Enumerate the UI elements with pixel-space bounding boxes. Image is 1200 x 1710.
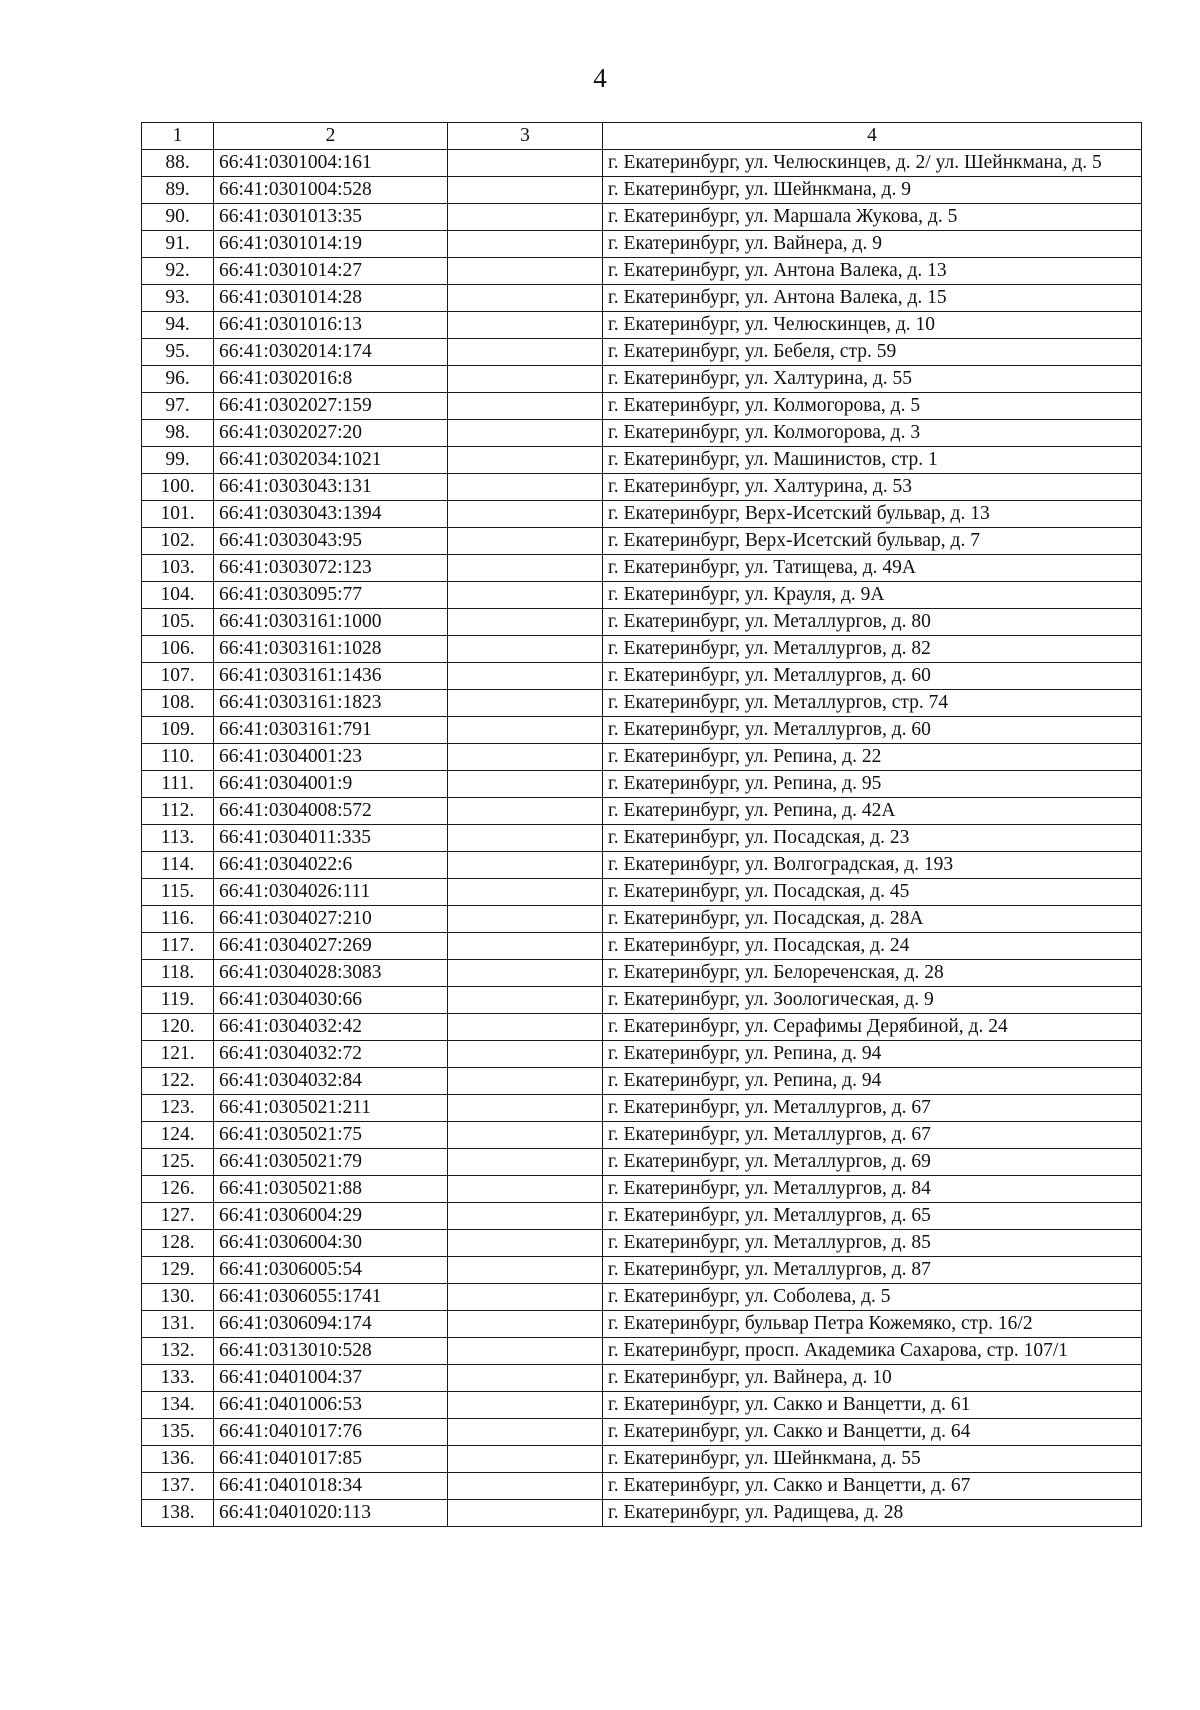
address-cell: г. Екатеринбург, ул. Серафимы Дерябиной, д. 24 — [603, 1014, 1142, 1041]
cadastral-number-cell: 66:41:0401018:34 — [214, 1473, 448, 1500]
address-cell: г. Екатеринбург, ул. Металлургов, д. 80 — [603, 609, 1142, 636]
column-3-cell — [448, 987, 603, 1014]
cadastral-number-cell: 66:41:0303043:95 — [214, 528, 448, 555]
table-row — [142, 582, 1142, 609]
column-3-cell — [448, 204, 603, 231]
address-cell: г. Екатеринбург, ул. Металлургов, д. 82 — [603, 636, 1142, 663]
header-col-1: 1 — [142, 123, 214, 150]
table-row — [142, 1149, 1142, 1176]
cadastral-number-cell: 66:41:0304032:84 — [214, 1068, 448, 1095]
row-number-cell: 96. — [142, 366, 214, 393]
row-number-cell: 134. — [142, 1392, 214, 1419]
row-number-cell: 137. — [142, 1473, 214, 1500]
table-row — [142, 825, 1142, 852]
row-number-cell: 138. — [142, 1500, 214, 1527]
register-table — [141, 122, 1142, 1527]
address-cell: г. Екатеринбург, ул. Металлургов, д. 87 — [603, 1257, 1142, 1284]
table-row — [142, 150, 1142, 177]
column-3-cell — [448, 717, 603, 744]
address-cell: г. Екатеринбург, ул. Зоологическая, д. 9 — [603, 987, 1142, 1014]
row-number-cell: 118. — [142, 960, 214, 987]
cadastral-number-cell: 66:41:0306094:174 — [214, 1311, 448, 1338]
row-number-cell: 98. — [142, 420, 214, 447]
row-number-cell: 88. — [142, 150, 214, 177]
column-3-cell — [448, 1068, 603, 1095]
row-number-cell: 133. — [142, 1365, 214, 1392]
row-number-cell: 109. — [142, 717, 214, 744]
cadastral-number-cell: 66:41:0313010:528 — [214, 1338, 448, 1365]
cadastral-number-cell: 66:41:0301014:19 — [214, 231, 448, 258]
table-row — [142, 501, 1142, 528]
row-number-cell: 112. — [142, 798, 214, 825]
address-cell: г. Екатеринбург, ул. Халтурина, д. 55 — [603, 366, 1142, 393]
row-number-cell: 128. — [142, 1230, 214, 1257]
header-row — [142, 123, 1142, 150]
address-cell: г. Екатеринбург, ул. Металлургов, д. 67 — [603, 1095, 1142, 1122]
column-3-cell — [448, 420, 603, 447]
address-cell: г. Екатеринбург, ул. Машинистов, стр. 1 — [603, 447, 1142, 474]
table-row — [142, 420, 1142, 447]
table-row — [142, 933, 1142, 960]
cadastral-number-cell: 66:41:0303043:1394 — [214, 501, 448, 528]
row-number-cell: 125. — [142, 1149, 214, 1176]
address-cell: г. Екатеринбург, ул. Репина, д. 95 — [603, 771, 1142, 798]
cadastral-number-cell: 66:41:0302016:8 — [214, 366, 448, 393]
cadastral-number-cell: 66:41:0304028:3083 — [214, 960, 448, 987]
address-cell: г. Екатеринбург, ул. Шейнкмана, д. 55 — [603, 1446, 1142, 1473]
address-cell: г. Екатеринбург, ул. Металлургов, д. 67 — [603, 1122, 1142, 1149]
table-row — [142, 447, 1142, 474]
cadastral-number-cell: 66:41:0306004:29 — [214, 1203, 448, 1230]
row-number-cell: 114. — [142, 852, 214, 879]
cadastral-number-cell: 66:41:0401017:85 — [214, 1446, 448, 1473]
row-number-cell: 99. — [142, 447, 214, 474]
column-3-cell — [448, 474, 603, 501]
table-row — [142, 960, 1142, 987]
table-row — [142, 1500, 1142, 1527]
column-3-cell — [448, 339, 603, 366]
table-row — [142, 987, 1142, 1014]
column-3-cell — [448, 1446, 603, 1473]
table-row — [142, 312, 1142, 339]
address-cell: г. Екатеринбург, ул. Посадская, д. 28А — [603, 906, 1142, 933]
address-cell: г. Екатеринбург, ул. Металлургов, д. 85 — [603, 1230, 1142, 1257]
column-3-cell — [448, 231, 603, 258]
cadastral-number-cell: 66:41:0305021:75 — [214, 1122, 448, 1149]
row-number-cell: 103. — [142, 555, 214, 582]
address-cell: г. Екатеринбург, ул. Металлургов, д. 60 — [603, 663, 1142, 690]
table-row — [142, 663, 1142, 690]
column-3-cell — [448, 852, 603, 879]
cadastral-number-cell: 66:41:0401017:76 — [214, 1419, 448, 1446]
address-cell: г. Екатеринбург, ул. Металлургов, д. 60 — [603, 717, 1142, 744]
row-number-cell: 93. — [142, 285, 214, 312]
row-number-cell: 129. — [142, 1257, 214, 1284]
column-3-cell — [448, 555, 603, 582]
cadastral-number-cell: 66:41:0302034:1021 — [214, 447, 448, 474]
column-3-cell — [448, 609, 603, 636]
address-cell: г. Екатеринбург, ул. Колмогорова, д. 5 — [603, 393, 1142, 420]
table-row — [142, 555, 1142, 582]
table-row — [142, 1392, 1142, 1419]
cadastral-number-cell: 66:41:0401020:113 — [214, 1500, 448, 1527]
row-number-cell: 105. — [142, 609, 214, 636]
column-3-cell — [448, 1365, 603, 1392]
table-row — [142, 1068, 1142, 1095]
table-row — [142, 231, 1142, 258]
page-number: 4 — [593, 63, 607, 93]
column-3-cell — [448, 1176, 603, 1203]
cadastral-number-cell: 66:41:0303095:77 — [214, 582, 448, 609]
column-3-cell — [448, 447, 603, 474]
row-number-cell: 136. — [142, 1446, 214, 1473]
address-cell: г. Екатеринбург, ул. Белореченская, д. 28 — [603, 960, 1142, 987]
table-row — [142, 879, 1142, 906]
cadastral-number-cell: 66:41:0301004:528 — [214, 177, 448, 204]
row-number-cell: 122. — [142, 1068, 214, 1095]
table-row — [142, 1176, 1142, 1203]
row-number-cell: 107. — [142, 663, 214, 690]
table-row — [142, 1203, 1142, 1230]
column-3-cell — [448, 501, 603, 528]
cadastral-number-cell: 66:41:0306055:1741 — [214, 1284, 448, 1311]
cadastral-number-cell: 66:41:0303072:123 — [214, 555, 448, 582]
column-3-cell — [448, 1284, 603, 1311]
column-3-cell — [448, 825, 603, 852]
column-3-cell — [448, 771, 603, 798]
column-3-cell — [448, 1095, 603, 1122]
address-cell: г. Екатеринбург, ул. Шейнкмана, д. 9 — [603, 177, 1142, 204]
address-cell: г. Екатеринбург, ул. Сакко и Ванцетти, д. 61 — [603, 1392, 1142, 1419]
table-row — [142, 1122, 1142, 1149]
table-row — [142, 744, 1142, 771]
table-header — [142, 123, 1142, 150]
table-row — [142, 204, 1142, 231]
row-number-cell: 94. — [142, 312, 214, 339]
address-cell: г. Екатеринбург, ул. Колмогорова, д. 3 — [603, 420, 1142, 447]
address-cell: г. Екатеринбург, ул. Металлургов, д. 84 — [603, 1176, 1142, 1203]
table-row — [142, 906, 1142, 933]
row-number-cell: 116. — [142, 906, 214, 933]
column-3-cell — [448, 906, 603, 933]
cadastral-number-cell: 66:41:0304011:335 — [214, 825, 448, 852]
column-3-cell — [448, 1500, 603, 1527]
cadastral-number-cell: 66:41:0301014:27 — [214, 258, 448, 285]
column-3-cell — [448, 312, 603, 339]
row-number-cell: 127. — [142, 1203, 214, 1230]
table-row — [142, 1230, 1142, 1257]
cadastral-number-cell: 66:41:0304032:42 — [214, 1014, 448, 1041]
row-number-cell: 111. — [142, 771, 214, 798]
address-cell: г. Екатеринбург, Верх-Исетский бульвар, д. 7 — [603, 528, 1142, 555]
column-3-cell — [448, 1230, 603, 1257]
table-row — [142, 339, 1142, 366]
row-number-cell: 120. — [142, 1014, 214, 1041]
address-cell: г. Екатеринбург, ул. Репина, д. 42А — [603, 798, 1142, 825]
address-cell: г. Екатеринбург, бульвар Петра Кожемяко, стр. 16/2 — [603, 1311, 1142, 1338]
cadastral-number-cell: 66:41:0303161:1028 — [214, 636, 448, 663]
table-row — [142, 609, 1142, 636]
address-cell: г. Екатеринбург, ул. Репина, д. 94 — [603, 1041, 1142, 1068]
column-3-cell — [448, 150, 603, 177]
column-3-cell — [448, 528, 603, 555]
address-cell: г. Екатеринбург, ул. Бебеля, стр. 59 — [603, 339, 1142, 366]
address-cell: г. Екатеринбург, ул. Волгоградская, д. 193 — [603, 852, 1142, 879]
row-number-cell: 119. — [142, 987, 214, 1014]
column-3-cell — [448, 960, 603, 987]
cadastral-number-cell: 66:41:0303161:1823 — [214, 690, 448, 717]
cadastral-number-cell: 66:41:0302014:174 — [214, 339, 448, 366]
address-cell: г. Екатеринбург, ул. Сакко и Ванцетти, д. 64 — [603, 1419, 1142, 1446]
address-cell: г. Екатеринбург, ул. Репина, д. 22 — [603, 744, 1142, 771]
cadastral-number-cell: 66:41:0303161:1436 — [214, 663, 448, 690]
column-3-cell — [448, 1419, 603, 1446]
cadastral-number-cell: 66:41:0304027:210 — [214, 906, 448, 933]
column-3-cell — [448, 1014, 603, 1041]
cadastral-number-cell: 66:41:0303161:791 — [214, 717, 448, 744]
table-row — [142, 1338, 1142, 1365]
row-number-cell: 132. — [142, 1338, 214, 1365]
row-number-cell: 106. — [142, 636, 214, 663]
cadastral-number-cell: 66:41:0301016:13 — [214, 312, 448, 339]
table-row — [142, 636, 1142, 663]
header-col-2: 2 — [214, 123, 448, 150]
row-number-cell: 102. — [142, 528, 214, 555]
column-3-cell — [448, 879, 603, 906]
column-3-cell — [448, 1257, 603, 1284]
cadastral-number-cell: 66:41:0401006:53 — [214, 1392, 448, 1419]
cadastral-number-cell: 66:41:0304030:66 — [214, 987, 448, 1014]
column-3-cell — [448, 1122, 603, 1149]
table-body — [142, 150, 1142, 1527]
row-number-cell: 100. — [142, 474, 214, 501]
header-col-3: 3 — [448, 123, 603, 150]
cadastral-number-cell: 66:41:0304026:111 — [214, 879, 448, 906]
cadastral-number-cell: 66:41:0305021:211 — [214, 1095, 448, 1122]
row-number-cell: 108. — [142, 690, 214, 717]
address-cell: г. Екатеринбург, ул. Вайнера, д. 9 — [603, 231, 1142, 258]
column-3-cell — [448, 177, 603, 204]
table-row — [142, 771, 1142, 798]
table-row — [142, 1446, 1142, 1473]
table-row — [142, 1473, 1142, 1500]
address-cell: г. Екатеринбург, ул. Металлургов, д. 69 — [603, 1149, 1142, 1176]
cadastral-number-cell: 66:41:0303161:1000 — [214, 609, 448, 636]
column-3-cell — [448, 663, 603, 690]
cadastral-number-cell: 66:41:0302027:159 — [214, 393, 448, 420]
table-row — [142, 366, 1142, 393]
column-3-cell — [448, 393, 603, 420]
address-cell: г. Екатеринбург, ул. Репина, д. 94 — [603, 1068, 1142, 1095]
table-row — [142, 1014, 1142, 1041]
row-number-cell: 126. — [142, 1176, 214, 1203]
row-number-cell: 101. — [142, 501, 214, 528]
address-cell: г. Екатеринбург, ул. Антона Валека, д. 15 — [603, 285, 1142, 312]
column-3-cell — [448, 1041, 603, 1068]
table-row — [142, 1311, 1142, 1338]
table-row — [142, 177, 1142, 204]
cadastral-number-cell: 66:41:0305021:79 — [214, 1149, 448, 1176]
row-number-cell: 131. — [142, 1311, 214, 1338]
address-cell: г. Екатеринбург, ул. Сакко и Ванцетти, д. 67 — [603, 1473, 1142, 1500]
row-number-cell: 89. — [142, 177, 214, 204]
cadastral-number-cell: 66:41:0301004:161 — [214, 150, 448, 177]
row-number-cell: 130. — [142, 1284, 214, 1311]
column-3-cell — [448, 1203, 603, 1230]
column-3-cell — [448, 582, 603, 609]
column-3-cell — [448, 690, 603, 717]
column-3-cell — [448, 1473, 603, 1500]
cadastral-number-cell: 66:41:0304001:23 — [214, 744, 448, 771]
table-row — [142, 258, 1142, 285]
row-number-cell: 90. — [142, 204, 214, 231]
address-cell: г. Екатеринбург, ул. Металлургов, д. 65 — [603, 1203, 1142, 1230]
address-cell: г. Екатеринбург, ул. Татищева, д. 49А — [603, 555, 1142, 582]
address-cell: г. Екатеринбург, ул. Челюскинцев, д. 2/ ул. Шейнкмана, д. 5 — [603, 150, 1142, 177]
cadastral-number-cell: 66:41:0304027:269 — [214, 933, 448, 960]
address-cell: г. Екатеринбург, ул. Крауля, д. 9А — [603, 582, 1142, 609]
cadastral-number-cell: 66:41:0304022:6 — [214, 852, 448, 879]
row-number-cell: 113. — [142, 825, 214, 852]
table-row — [142, 717, 1142, 744]
address-cell: г. Екатеринбург, ул. Металлургов, стр. 74 — [603, 690, 1142, 717]
table-row — [142, 1365, 1142, 1392]
table-row — [142, 285, 1142, 312]
table-row — [142, 690, 1142, 717]
cadastral-number-cell: 66:41:0306005:54 — [214, 1257, 448, 1284]
column-3-cell — [448, 1392, 603, 1419]
table-row — [142, 852, 1142, 879]
cadastral-number-cell: 66:41:0304008:572 — [214, 798, 448, 825]
row-number-cell: 91. — [142, 231, 214, 258]
column-3-cell — [448, 285, 603, 312]
row-number-cell: 104. — [142, 582, 214, 609]
address-cell: г. Екатеринбург, ул. Посадская, д. 23 — [603, 825, 1142, 852]
address-cell: г. Екатеринбург, ул. Маршала Жукова, д. 5 — [603, 204, 1142, 231]
cadastral-number-cell: 66:41:0303043:131 — [214, 474, 448, 501]
address-cell: г. Екатеринбург, Верх-Исетский бульвар, д. 13 — [603, 501, 1142, 528]
table-row — [142, 798, 1142, 825]
address-cell: г. Екатеринбург, ул. Радищева, д. 28 — [603, 1500, 1142, 1527]
column-3-cell — [448, 366, 603, 393]
address-cell: г. Екатеринбург, ул. Антона Валека, д. 13 — [603, 258, 1142, 285]
row-number-cell: 135. — [142, 1419, 214, 1446]
table-row — [142, 474, 1142, 501]
header-col-4: 4 — [603, 123, 1142, 150]
cadastral-number-cell: 66:41:0301013:35 — [214, 204, 448, 231]
row-number-cell: 97. — [142, 393, 214, 420]
cadastral-number-cell: 66:41:0301014:28 — [214, 285, 448, 312]
address-cell: г. Екатеринбург, ул. Соболева, д. 5 — [603, 1284, 1142, 1311]
cadastral-number-cell: 66:41:0306004:30 — [214, 1230, 448, 1257]
cadastral-number-cell: 66:41:0305021:88 — [214, 1176, 448, 1203]
column-3-cell — [448, 933, 603, 960]
table-row — [142, 1041, 1142, 1068]
address-cell: г. Екатеринбург, ул. Посадская, д. 24 — [603, 933, 1142, 960]
column-3-cell — [448, 798, 603, 825]
column-3-cell — [448, 636, 603, 663]
row-number-cell: 115. — [142, 879, 214, 906]
table-row — [142, 528, 1142, 555]
table-row — [142, 1257, 1142, 1284]
row-number-cell: 110. — [142, 744, 214, 771]
column-3-cell — [448, 258, 603, 285]
column-3-cell — [448, 1338, 603, 1365]
table-row — [142, 393, 1142, 420]
table-row — [142, 1095, 1142, 1122]
address-cell: г. Екатеринбург, ул. Челюскинцев, д. 10 — [603, 312, 1142, 339]
row-number-cell: 117. — [142, 933, 214, 960]
cadastral-number-cell: 66:41:0304032:72 — [214, 1041, 448, 1068]
table-row — [142, 1419, 1142, 1446]
cadastral-number-cell: 66:41:0304001:9 — [214, 771, 448, 798]
row-number-cell: 123. — [142, 1095, 214, 1122]
address-cell: г. Екатеринбург, ул. Вайнера, д. 10 — [603, 1365, 1142, 1392]
column-3-cell — [448, 1311, 603, 1338]
cadastral-number-cell: 66:41:0401004:37 — [214, 1365, 448, 1392]
cadastral-number-cell: 66:41:0302027:20 — [214, 420, 448, 447]
row-number-cell: 95. — [142, 339, 214, 366]
address-cell: г. Екатеринбург, просп. Академика Сахарова, стр. 107/1 — [603, 1338, 1142, 1365]
address-cell: г. Екатеринбург, ул. Посадская, д. 45 — [603, 879, 1142, 906]
table-row — [142, 1284, 1142, 1311]
address-cell: г. Екатеринбург, ул. Халтурина, д. 53 — [603, 474, 1142, 501]
row-number-cell: 92. — [142, 258, 214, 285]
column-3-cell — [448, 1149, 603, 1176]
column-3-cell — [448, 744, 603, 771]
row-number-cell: 124. — [142, 1122, 214, 1149]
row-number-cell: 121. — [142, 1041, 214, 1068]
